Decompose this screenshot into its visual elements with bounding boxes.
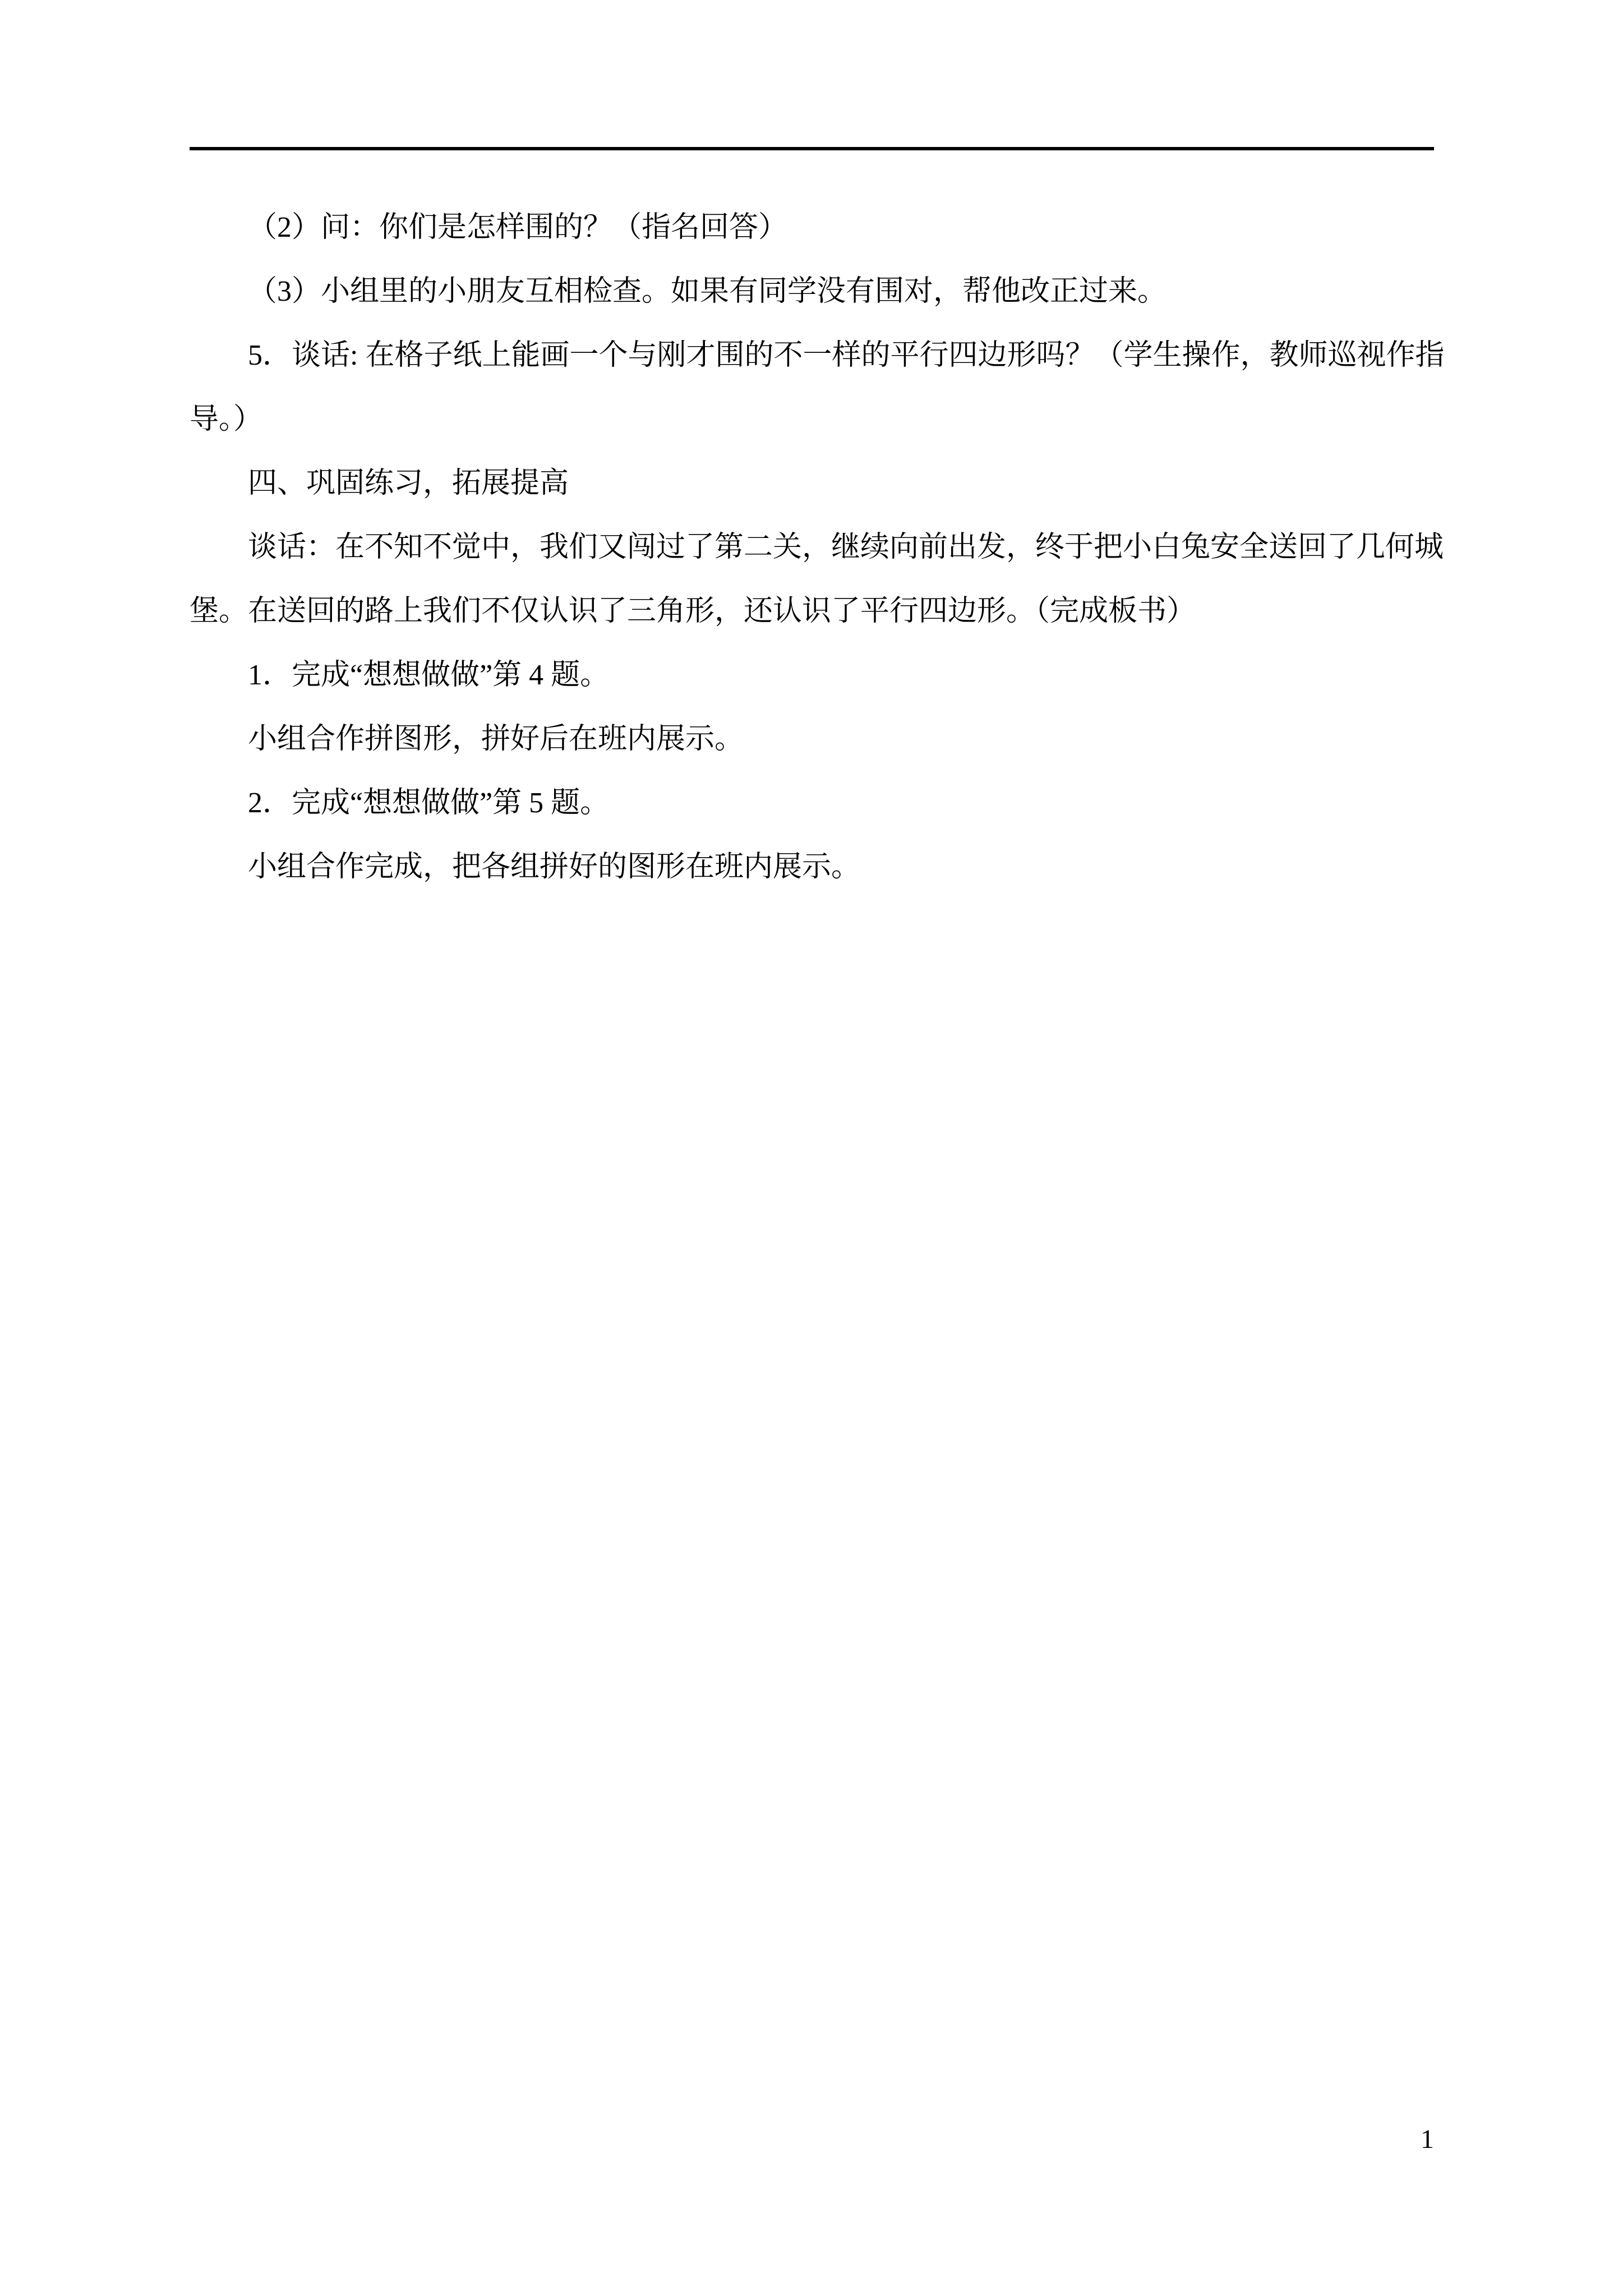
text-line: （3）小组里的小朋友互相检查。如果有同学没有围对，帮他改正过来。 [248,275,1167,307]
text-line: 1．完成“想想做做”第 4 题。 [248,659,610,691]
text-line: 小组合作拼图形，拼好后在班内展示。 [248,723,744,755]
page-number: 1 [1421,2124,1434,2154]
text-line: 5．谈话: 在格子纸上能画一个与刚才围的不一样的平行四边形吗？（学生操作，教师巡视作指 [248,339,1445,371]
header-rule [190,147,1434,150]
text-line: 四、巩固练习，拓展提高 [248,467,569,499]
text-line: 堡。在送回的路上我们不仅认识了三角形，还认识了平行四边形。（完成板书） [190,595,1196,627]
text-line: （2）问：你们是怎样围的？（指名回答） [248,211,788,243]
text-line: 2．完成“想想做做”第 5 题。 [248,787,610,819]
text-line: 导。） [190,403,263,435]
text-line: 谈话：在不知不觉中，我们又闯过了第二关，继续向前出发，终于把小白兔安全送回了几何城 [248,531,1444,563]
text-line: 小组合作完成，把各组拼好的图形在班内展示。 [248,851,861,883]
document-body [190,196,1445,899]
